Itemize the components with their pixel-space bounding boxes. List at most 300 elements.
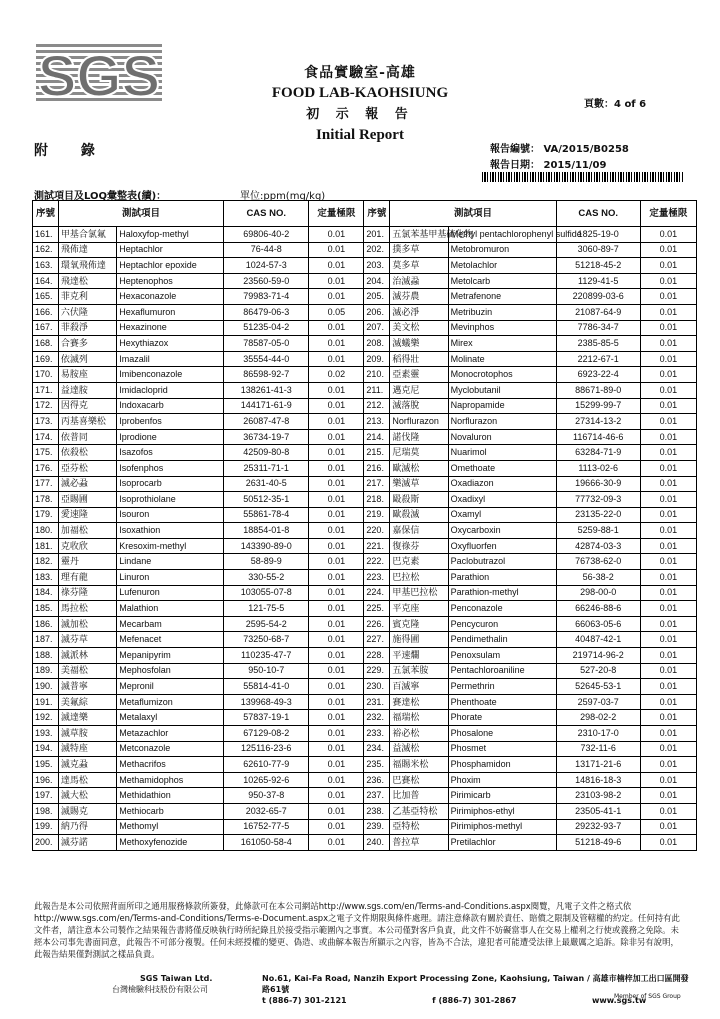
left-seq-cell: 199. [33,819,59,835]
left-seq-cell: 174. [33,429,59,445]
right-name-en-cell: Oxyfluorfen [448,538,556,554]
right-loq-cell: 0.01 [640,351,696,367]
left-name-zh-cell: 滅普寧 [58,679,116,695]
left-name-en-cell: Hexythiazox [117,336,224,352]
right-seq-cell: 210. [364,367,390,383]
left-loq-cell: 0.01 [309,507,364,523]
right-name-zh-cell: 裕必松 [390,726,448,742]
right-name-zh-cell: 比加普 [390,788,448,804]
right-seq-cell: 208. [364,336,390,352]
right-cas-no-cell: 88671-89-0 [556,382,640,398]
table-row [33,398,697,414]
right-loq-cell: 0.01 [640,616,696,632]
right-cas-no-cell: 2597-03-7 [556,694,640,710]
right-cas-no-cell: 116714-46-6 [556,429,640,445]
right-name-zh-cell: 歐滅松 [390,460,448,476]
left-name-en-cell: Isofenphos [117,460,224,476]
left-loq-cell: 0.01 [309,320,364,336]
left-cas-no-cell: 950-10-7 [224,663,309,679]
report-number: 報告編號： VA/2015/B0258 [490,144,629,155]
left-seq-cell: 181. [33,538,59,554]
left-name-en-cell: Iprodione [117,429,224,445]
left-name-en-cell: Methidathion [117,788,224,804]
left-cas-no-cell: 55814-41-0 [224,679,309,695]
right-loq-cell: 0.01 [640,757,696,773]
right-name-en-cell: Oxycarboxin [448,523,556,539]
left-name-zh-cell: 加福松 [58,523,116,539]
left-seq-cell: 190. [33,679,59,695]
left-loq-cell: 0.01 [309,835,364,851]
left-seq-cell: 177. [33,476,59,492]
left-name-en-cell: Metazachlor [117,726,224,742]
left-cas-no-cell: 79983-71-4 [224,289,309,305]
right-loq-cell: 0.01 [640,585,696,601]
left-seq-cell: 184. [33,585,59,601]
left-loq-cell: 0.01 [309,429,364,445]
left-loq-cell: 0.01 [309,538,364,554]
right-name-en-cell: Napropamide [448,398,556,414]
left-loq-cell: 0.01 [309,679,364,695]
right-name-zh-cell: 平速爛 [390,648,448,664]
left-name-en-cell: Methiocarb [117,803,224,819]
left-seq-cell: 189. [33,663,59,679]
right-seq-cell: 206. [364,304,390,320]
right-cas-no-cell: 2310-17-0 [556,726,640,742]
right-name-en-cell: Nuarimol [448,445,556,461]
right-name-zh-cell: 稻得壯 [390,351,448,367]
right-loq-cell: 0.01 [640,538,696,554]
right-loq-cell: 0.01 [640,663,696,679]
right-seq-cell: 204. [364,273,390,289]
right-seq-cell: 213. [364,414,390,430]
table-row [33,570,697,586]
right-seq-cell: 234. [364,741,390,757]
header-cas: CAS NO. [556,201,640,227]
table-row [33,819,697,835]
right-loq-cell: 0.01 [640,803,696,819]
left-cas-no-cell: 58-89-9 [224,554,309,570]
header-seq: 序號 [33,201,59,227]
left-loq-cell: 0.01 [309,398,364,414]
left-cas-no-cell: 67129-08-2 [224,726,309,742]
right-seq-cell: 211. [364,382,390,398]
left-cas-no-cell: 125116-23-6 [224,741,309,757]
left-seq-cell: 185. [33,601,59,617]
left-loq-cell: 0.01 [309,710,364,726]
report-type-zh: 初 示 報 告 [306,107,414,122]
right-seq-cell: 217. [364,476,390,492]
left-loq-cell: 0.01 [309,570,364,586]
unit-label: 單位:ppm(mg/kg) [240,191,326,202]
table-subtitle: 測試項目及LOQ彙整表(續)： [34,191,167,202]
right-name-en-cell: Mirex [448,336,556,352]
footer-company [112,973,212,995]
header-cas: CAS NO. [224,201,309,227]
left-loq-cell: 0.01 [309,445,364,461]
company-name-en: SGS Taiwan Ltd. [140,974,213,983]
table-row [33,507,697,523]
right-name-zh-cell: 五氯苯基甲基硫化物 [390,227,448,243]
table-row [33,726,697,742]
right-loq-cell: 0.01 [640,382,696,398]
left-name-zh-cell: 依滅列 [58,351,116,367]
left-loq-cell: 0.01 [309,414,364,430]
table-row [33,601,697,617]
right-name-en-cell: Methyl pentachlorophenyl sulfide [448,227,556,243]
right-seq-cell: 215. [364,445,390,461]
left-name-zh-cell: 飛達松 [58,273,116,289]
right-name-en-cell: Paclobutrazol [448,554,556,570]
left-loq-cell: 0.01 [309,492,364,508]
left-name-zh-cell: 滅大松 [58,788,116,804]
right-seq-cell: 205. [364,289,390,305]
right-name-zh-cell: 毆殺斯 [390,492,448,508]
right-loq-cell: 0.01 [640,445,696,461]
table-row [33,304,697,320]
right-loq-cell: 0.01 [640,679,696,695]
left-cas-no-cell: 110235-47-7 [224,648,309,664]
right-seq-cell: 216. [364,460,390,476]
right-name-zh-cell: 撲多草 [390,242,448,258]
left-name-en-cell: Hexaconazole [117,289,224,305]
right-cas-no-cell: 23103-98-2 [556,788,640,804]
left-loq-cell: 0.01 [309,258,364,274]
right-name-en-cell: Monocrotophos [448,367,556,383]
table-row [33,663,697,679]
right-name-en-cell: Phosalone [448,726,556,742]
table-row [33,835,697,851]
left-cas-no-cell: 143390-89-0 [224,538,309,554]
left-cas-no-cell: 73250-68-7 [224,632,309,648]
right-name-en-cell: Pencycuron [448,616,556,632]
right-name-en-cell: Pentachloroaniline [448,663,556,679]
right-cas-no-cell: 51218-45-2 [556,258,640,274]
left-loq-cell: 0.01 [309,336,364,352]
left-cas-no-cell: 25311-71-1 [224,460,309,476]
left-name-en-cell: Metaflumizon [117,694,224,710]
left-cas-no-cell: 18854-01-8 [224,523,309,539]
left-loq-cell: 0.01 [309,694,364,710]
right-loq-cell: 0.01 [640,258,696,274]
left-cas-no-cell: 161050-58-4 [224,835,309,851]
table-row [33,273,697,289]
right-cas-no-cell: 298-02-2 [556,710,640,726]
left-seq-cell: 171. [33,382,59,398]
left-name-zh-cell: 亞芬松 [58,460,116,476]
right-name-zh-cell: 滅芬農 [390,289,448,305]
company-fax: f (886-7) 301-2867 [432,996,517,1005]
right-cas-no-cell: 66063-05-6 [556,616,640,632]
report-date: 報告日期： 2015/11/09 [490,160,607,171]
left-name-zh-cell: 滅克蝨 [58,757,116,773]
table-row [33,367,697,383]
right-name-zh-cell: 亞特松 [390,819,448,835]
left-name-zh-cell: 靈丹 [58,554,116,570]
right-cas-no-cell: 40487-42-1 [556,632,640,648]
right-cas-no-cell: 23505-41-1 [556,803,640,819]
right-name-zh-cell: 諾伐隆 [390,429,448,445]
left-name-en-cell: Hexazinone [117,320,224,336]
right-seq-cell: 202. [364,242,390,258]
left-loq-cell: 0.01 [309,460,364,476]
right-cas-no-cell: 76738-62-0 [556,554,640,570]
company-name-zh: 台灣檢驗科技股份有限公司 [112,985,208,994]
footer-contact [262,973,692,1006]
left-name-en-cell: Isazofos [117,445,224,461]
left-loq-cell: 0.01 [309,585,364,601]
table-row [33,336,697,352]
left-seq-cell: 170. [33,367,59,383]
right-name-zh-cell: 五氯苯胺 [390,663,448,679]
left-loq-cell: 0.01 [309,741,364,757]
right-name-en-cell: Pirimiphos-methyl [448,819,556,835]
table-row [33,757,697,773]
right-loq-cell: 0.01 [640,726,696,742]
right-cas-no-cell: 63284-71-9 [556,445,640,461]
left-seq-cell: 163. [33,258,59,274]
left-loq-cell: 0.01 [309,632,364,648]
right-cas-no-cell: 42874-03-3 [556,538,640,554]
left-name-zh-cell: 飛佈達 [58,242,116,258]
right-seq-cell: 201. [364,227,390,243]
left-name-zh-cell: 因得克 [58,398,116,414]
right-seq-cell: 221. [364,538,390,554]
left-cas-no-cell: 138261-41-3 [224,382,309,398]
left-name-en-cell: Methomyl [117,819,224,835]
left-name-zh-cell: 馬拉松 [58,601,116,617]
right-name-zh-cell: 滅蟻樂 [390,336,448,352]
right-seq-cell: 235. [364,757,390,773]
right-loq-cell: 0.01 [640,476,696,492]
right-cas-no-cell: 527-20-8 [556,663,640,679]
table-row [33,694,697,710]
table-row [33,710,697,726]
left-seq-cell: 186. [33,616,59,632]
left-name-en-cell: Isoxathion [117,523,224,539]
right-seq-cell: 237. [364,788,390,804]
right-loq-cell: 0.01 [640,507,696,523]
right-cas-no-cell: 1113-02-6 [556,460,640,476]
right-name-zh-cell: 益滅松 [390,741,448,757]
table-row [33,585,697,601]
table-row [33,632,697,648]
right-seq-cell: 212. [364,398,390,414]
left-name-zh-cell: 滅派林 [58,648,116,664]
right-loq-cell: 0.01 [640,460,696,476]
left-name-en-cell: Heptachlor epoxide [117,258,224,274]
right-name-zh-cell: 平克座 [390,601,448,617]
right-name-zh-cell: 嘉保信 [390,523,448,539]
right-name-en-cell: Molinate [448,351,556,367]
left-name-zh-cell: 美福松 [58,663,116,679]
right-loq-cell: 0.01 [640,554,696,570]
table-row [33,414,697,430]
left-loq-cell: 0.01 [309,351,364,367]
right-name-zh-cell: 樂滅草 [390,476,448,492]
right-seq-cell: 207. [364,320,390,336]
right-name-zh-cell: Norflurazon [390,414,448,430]
right-name-en-cell: Phoxim [448,772,556,788]
right-seq-cell: 228. [364,648,390,664]
left-name-zh-cell: 滅達樂 [58,710,116,726]
left-loq-cell: 0.01 [309,601,364,617]
left-seq-cell: 194. [33,741,59,757]
left-seq-cell: 193. [33,726,59,742]
left-cas-no-cell: 950-37-8 [224,788,309,804]
table-row [33,554,697,570]
right-seq-cell: 223. [364,570,390,586]
left-name-zh-cell: 丙基喜樂松 [58,414,116,430]
left-seq-cell: 162. [33,242,59,258]
table-header-row [33,201,697,227]
table-row [33,492,697,508]
title-block [240,64,480,144]
company-address: No.61, Kai-Fa Road, Nanzih Export Processing Zone, Kaohsiung, Taiwan / 高雄市楠梓加工出口區開發路61號 [262,974,689,994]
left-name-en-cell: Mepronil [117,679,224,695]
right-name-zh-cell: 滅落脫 [390,398,448,414]
right-loq-cell: 0.01 [640,242,696,258]
left-name-en-cell: Mefenacet [117,632,224,648]
left-loq-cell: 0.01 [309,273,364,289]
table-row [33,429,697,445]
right-name-en-cell: Metolcarb [448,273,556,289]
right-loq-cell: 0.01 [640,788,696,804]
right-cas-no-cell: 5259-88-1 [556,523,640,539]
left-cas-no-cell: 2595-54-2 [224,616,309,632]
left-loq-cell: 0.01 [309,663,364,679]
left-cas-no-cell: 26087-47-8 [224,414,309,430]
left-name-zh-cell: 環氧飛佈達 [58,258,116,274]
left-name-zh-cell: 納乃得 [58,819,116,835]
left-name-zh-cell: 滅草胺 [58,726,116,742]
left-seq-cell: 198. [33,803,59,819]
left-seq-cell: 169. [33,351,59,367]
left-cas-no-cell: 330-55-2 [224,570,309,586]
left-cas-no-cell: 69806-40-2 [224,227,309,243]
table-row [33,227,697,243]
left-name-en-cell: Heptachlor [117,242,224,258]
left-seq-cell: 172. [33,398,59,414]
table-row [33,772,697,788]
right-seq-cell: 236. [364,772,390,788]
right-name-zh-cell: 福瑞松 [390,710,448,726]
left-seq-cell: 165. [33,289,59,305]
left-cas-no-cell: 1024-57-3 [224,258,309,274]
left-loq-cell: 0.01 [309,819,364,835]
left-name-zh-cell: 依殺松 [58,445,116,461]
left-seq-cell: 182. [33,554,59,570]
left-loq-cell: 0.01 [309,726,364,742]
left-loq-cell: 0.01 [309,757,364,773]
left-name-zh-cell: 滅芬草 [58,632,116,648]
right-name-zh-cell: 美文松 [390,320,448,336]
sgs-logo [36,44,162,109]
right-seq-cell: 227. [364,632,390,648]
right-seq-cell: 220. [364,523,390,539]
company-web: www.sgs.tw [592,996,647,1005]
left-seq-cell: 197. [33,788,59,804]
right-loq-cell: 0.01 [640,570,696,586]
left-cas-no-cell: 86479-06-3 [224,304,309,320]
table-row [33,788,697,804]
table-row [33,460,697,476]
left-loq-cell: 0.01 [309,476,364,492]
right-seq-cell: 218. [364,492,390,508]
right-cas-no-cell: 3060-89-7 [556,242,640,258]
right-name-en-cell: Pendimethalin [448,632,556,648]
left-seq-cell: 164. [33,273,59,289]
left-name-en-cell: Mecarbam [117,616,224,632]
left-name-zh-cell: 祿芬隆 [58,585,116,601]
left-seq-cell: 200. [33,835,59,851]
left-name-en-cell: Isoprothiolane [117,492,224,508]
right-name-en-cell: Oxadixyl [448,492,556,508]
right-name-zh-cell: 福賜米松 [390,757,448,773]
right-name-zh-cell: 百滅寧 [390,679,448,695]
left-seq-cell: 173. [33,414,59,430]
table-row [33,538,697,554]
table-row [33,648,697,664]
left-cas-no-cell: 42509-80-8 [224,445,309,461]
right-name-zh-cell: 巴克素 [390,554,448,570]
right-name-en-cell: Omethoate [448,460,556,476]
left-loq-cell: 0.01 [309,242,364,258]
left-name-zh-cell: 滅加松 [58,616,116,632]
table-row [33,616,697,632]
lab-name-zh: 食品實驗室-高雄 [304,65,416,81]
right-loq-cell: 0.01 [640,304,696,320]
left-name-zh-cell: 菲克利 [58,289,116,305]
right-loq-cell: 0.01 [640,398,696,414]
left-cas-no-cell: 2631-40-5 [224,476,309,492]
right-name-zh-cell: 尼瑞莫 [390,445,448,461]
right-loq-cell: 0.01 [640,772,696,788]
left-name-en-cell: Mepanipyrim [117,648,224,664]
right-name-zh-cell: 滅必淨 [390,304,448,320]
left-name-en-cell: Methamidophos [117,772,224,788]
left-loq-cell: 0.01 [309,289,364,305]
right-seq-cell: 209. [364,351,390,367]
report-type-en: Initial Report [316,127,404,143]
right-name-en-cell: Metolachlor [448,258,556,274]
left-name-en-cell: Isoprocarb [117,476,224,492]
left-name-zh-cell: 美氟綜 [58,694,116,710]
left-loq-cell: 0.01 [309,227,364,243]
left-loq-cell: 0.01 [309,648,364,664]
right-name-en-cell: Metobromuron [448,242,556,258]
right-name-zh-cell: 莫多草 [390,258,448,274]
left-loq-cell: 0.01 [309,803,364,819]
table-row [33,289,697,305]
right-cas-no-cell: 27314-13-2 [556,414,640,430]
table-row [33,741,697,757]
right-seq-cell: 222. [364,554,390,570]
right-seq-cell: 214. [364,429,390,445]
right-loq-cell: 0.01 [640,835,696,851]
right-seq-cell: 224. [364,585,390,601]
left-name-zh-cell: 滅必蝨 [58,476,116,492]
left-cas-no-cell: 76-44-8 [224,242,309,258]
left-name-en-cell: Metconazole [117,741,224,757]
right-name-zh-cell: 亞素靈 [390,367,448,383]
right-loq-cell: 0.01 [640,273,696,289]
right-cas-no-cell: 23135-22-0 [556,507,640,523]
right-name-en-cell: Penoxsulam [448,648,556,664]
left-cas-no-cell: 103055-07-8 [224,585,309,601]
right-name-en-cell: Oxamyl [448,507,556,523]
right-name-zh-cell: 邁克尼 [390,382,448,398]
right-seq-cell: 219. [364,507,390,523]
